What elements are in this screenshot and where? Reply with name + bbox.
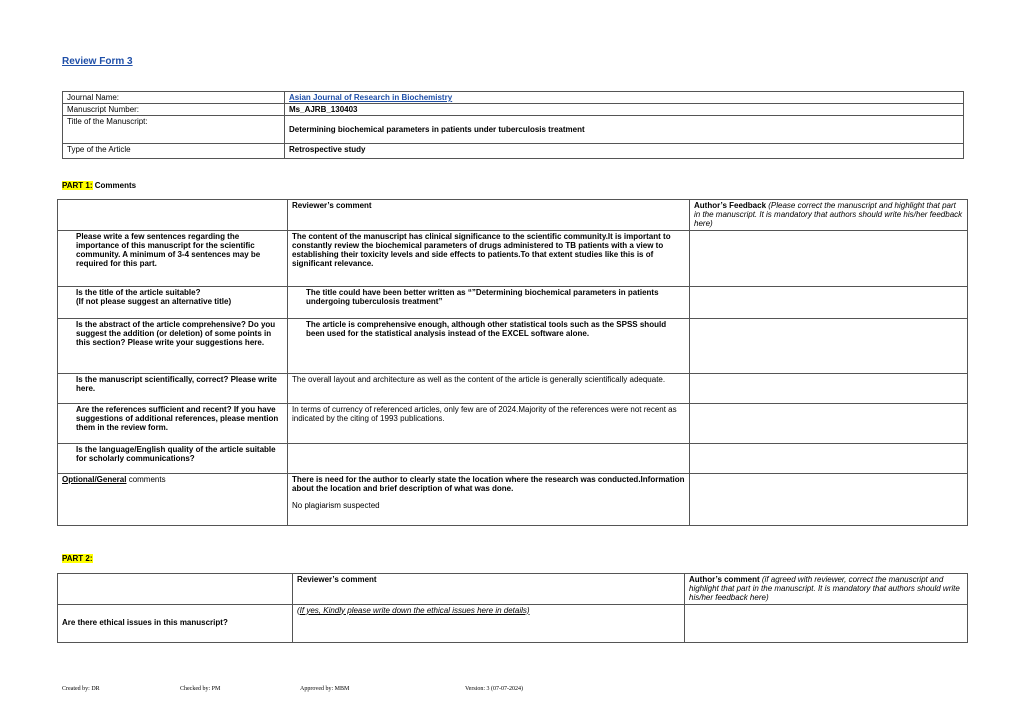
comment-scientific: The overall layout and architecture as well as the content of the article is generally scientifically adequate.	[288, 373, 690, 403]
footer-checked-by: Checked by: PM	[180, 686, 221, 692]
author-feedback-cell[interactable]	[690, 373, 968, 403]
form-title: Review Form 3	[62, 56, 133, 67]
question-importance: Please write a few sentences regarding the importance of this manuscript for the scientific community. A minimum of 3-4 sentences may be required for this part.	[58, 230, 288, 286]
manuscript-info-table	[62, 91, 964, 159]
manuscript-number-label: Manuscript Number:	[63, 104, 285, 116]
journal-label: Journal Name:	[63, 92, 285, 104]
manuscript-title-value: Determining biochemical parameters in patients under tuberculosis treatment	[285, 116, 964, 144]
comment-importance: The content of the manuscript has clinical significance to the scientific community.It is important to constantly review the biochemical parameters of drugs administered to TB patients with a view to establishing their toxicity levels and side effects to patients.To that extent studies like this is of significant relevance.	[288, 230, 690, 286]
question-language: Is the language/English quality of the article suitable for scholarly communications?	[58, 443, 288, 473]
part1-heading	[62, 181, 136, 190]
footer-approved-by: Approved by: MBM	[300, 686, 350, 692]
optional-general-comment	[288, 473, 690, 525]
question-scientific: Is the manuscript scientifically, correct? Please write here.	[58, 373, 288, 403]
question-references: Are the references sufficient and recent? If you have suggestions of additional references, please mention them in the review form.	[58, 403, 288, 443]
manuscript-number-value: Ms_AJRB_130403	[285, 104, 964, 116]
comment-title: The title could have been better written as “”Determining biochemical parameters in patients undergoing tuberculosis treatment”	[288, 286, 690, 318]
manuscript-title-label: Title of the Manuscript:	[63, 116, 285, 144]
author-feedback-cell[interactable]	[690, 473, 968, 525]
author-feedback-cell[interactable]	[690, 443, 968, 473]
part2-reviewer-comment-header: Reviewer’s comment	[293, 574, 685, 605]
question-ethical-issues: Are there ethical issues in this manuscript?	[58, 604, 293, 642]
footer-version: Version: 3 (07-07-2024)	[465, 686, 523, 692]
comment-abstract: The article is comprehensive enough, although other statistical tools such as the SPSS should been used for the statistical analysis instead of the EXCEL software alone.	[288, 318, 690, 373]
author-feedback-cell[interactable]	[690, 403, 968, 443]
ethical-issues-hint: (If yes, Kindly please write down the ethical issues here in details)	[297, 605, 530, 615]
optional-comment-plagiarism: No plagiarism suspected	[292, 500, 380, 510]
article-type-label: Type of the Article	[63, 144, 285, 159]
author-feedback-cell[interactable]	[690, 286, 968, 318]
author-feedback-cell[interactable]	[690, 230, 968, 286]
question-abstract: Is the abstract of the article comprehensive? Do you suggest the addition (or deletion) of some points in this section? Please write your suggestions here.	[58, 318, 288, 373]
part2-label: PART 2:	[62, 554, 93, 563]
comment-references: In terms of currency of referenced articles, only few are of 2024.Majority of the references were not recent as indicated by the citing of 1993 publications.	[288, 403, 690, 443]
comment-language	[288, 443, 690, 473]
author-comment-cell[interactable]	[685, 604, 968, 642]
author-feedback-cell[interactable]	[690, 318, 968, 373]
part2-author-comment-header: Author’s comment (if agreed with reviewer, correct the manuscript and highlight that part in the manuscript. It is mandatory that authors should write his/her feedback here)	[685, 574, 968, 605]
part2-ethics-table	[57, 573, 968, 643]
ethical-issues-comment-cell[interactable]	[293, 604, 685, 642]
part1-reviewer-comment-header: Reviewer’s comment	[288, 200, 690, 231]
optional-comment-location: There is need for the author to clearly state the location where the research was conducted.Information about the location and brief description of what was done.	[292, 474, 685, 493]
part1-label: PART 1:	[62, 181, 93, 190]
article-type-value: Retrospective study	[285, 144, 964, 159]
part2-heading	[62, 554, 93, 563]
part1-comments-table	[57, 199, 968, 526]
part1-author-feedback-header: Author’s Feedback (Please correct the manuscript and highlight that part in the manuscript. It is mandatory that authors should write his/her feedback here)	[690, 200, 968, 231]
part1-heading-suffix: Comments	[92, 181, 137, 190]
footer-created-by: Created by: DR	[62, 686, 100, 692]
question-title: Is the title of the article suitable? (If not please suggest an alternative title)	[58, 286, 288, 318]
journal-name-link[interactable]: Asian Journal of Research in Biochemistry	[289, 93, 453, 102]
optional-general-label: Optional/General comments	[58, 473, 288, 525]
